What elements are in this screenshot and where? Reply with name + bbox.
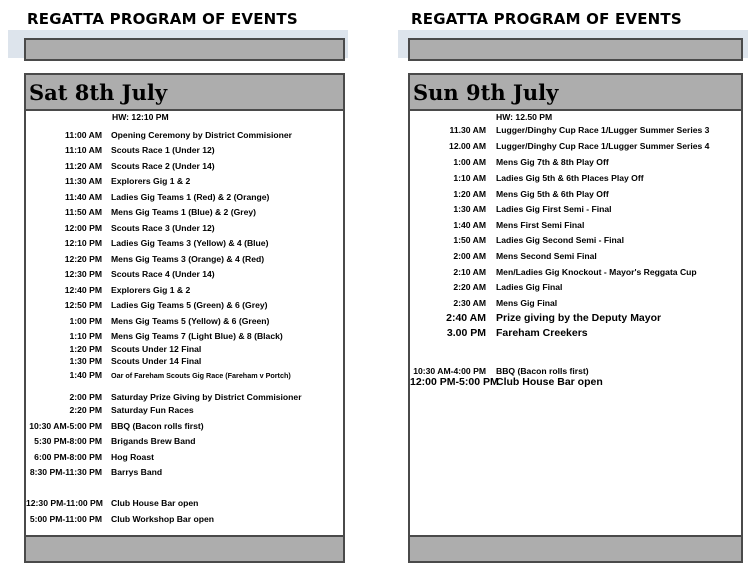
event-time: 1:10 AM bbox=[453, 173, 486, 183]
event-name: Ladies Gig First Semi - Final bbox=[496, 204, 612, 214]
event-row bbox=[26, 467, 343, 479]
event-time: 2:00 AM bbox=[453, 251, 486, 261]
event-row bbox=[410, 157, 741, 169]
event-time: 11:20 AM bbox=[65, 161, 102, 171]
event-name: Scouts Race 2 (Under 14) bbox=[111, 161, 215, 171]
event-time: 11:10 AM bbox=[65, 145, 102, 155]
event-row bbox=[26, 344, 343, 356]
event-name: Club House Bar open bbox=[496, 376, 603, 388]
event-name: Ladies Gig Final bbox=[496, 282, 563, 292]
event-time: 1:10 PM bbox=[69, 331, 102, 341]
sun-footer-bar bbox=[408, 535, 743, 563]
event-row bbox=[26, 316, 343, 328]
event-time: 12:10 PM bbox=[64, 238, 102, 248]
event-row bbox=[26, 223, 343, 235]
event-time: 2:10 AM bbox=[453, 267, 486, 277]
event-row bbox=[410, 377, 741, 389]
event-name: Lugger/Dinghy Cup Race 1/Lugger Summer Series 3 bbox=[496, 125, 710, 135]
event-name: Hog Roast bbox=[111, 452, 154, 462]
event-time: 2:20 AM bbox=[453, 282, 486, 292]
event-time: 10:30 AM-5:00 PM bbox=[29, 421, 102, 431]
event-time: 1:40 AM bbox=[453, 220, 486, 230]
event-time: 8:30 PM-11:30 PM bbox=[29, 467, 102, 477]
event-name: Brigands Brew Band bbox=[111, 436, 196, 446]
right-program-header: REGATTA PROGRAM OF EVENTS bbox=[411, 10, 682, 28]
event-time: 5:00 PM-11:00 PM bbox=[29, 514, 102, 524]
event-name: Saturday Prize Giving by District Commisioner bbox=[111, 392, 302, 402]
event-name: Opening Ceremony by District Commisioner bbox=[111, 130, 292, 140]
sat-high-water: HW: 12:10 PM bbox=[112, 112, 169, 122]
event-time: 2:30 AM bbox=[453, 298, 486, 308]
event-row bbox=[26, 176, 343, 188]
event-time: 12:30 PM bbox=[64, 269, 102, 279]
event-row bbox=[26, 192, 343, 204]
event-name: Oar of Fareham Scouts Gig Race (Fareham v Portch) bbox=[111, 371, 291, 380]
event-time: 6:00 PM-8:00 PM bbox=[34, 452, 102, 462]
event-time: 1:40 PM bbox=[69, 370, 102, 380]
event-name: Ladies Gig Teams 1 (Red) & 2 (Orange) bbox=[111, 192, 270, 202]
sun-day-title: Sun 9th July bbox=[413, 80, 559, 105]
event-row bbox=[26, 370, 343, 382]
event-time: 1:50 AM bbox=[453, 235, 486, 245]
event-time: 1:20 PM bbox=[69, 344, 102, 354]
event-name: Mens Gig Final bbox=[496, 298, 558, 308]
event-name: Barrys Band bbox=[111, 467, 163, 477]
event-row bbox=[26, 421, 343, 433]
event-time: 1:30 PM bbox=[69, 356, 102, 366]
sun-schedule-panel bbox=[408, 73, 743, 563]
right-top-gray-bar bbox=[408, 38, 743, 61]
event-time: 12.00 AM bbox=[449, 141, 486, 151]
event-name: Mens Gig Teams 3 (Orange) & 4 (Red) bbox=[111, 254, 265, 264]
event-name: Explorers Gig 1 & 2 bbox=[111, 285, 191, 295]
event-time: 2:00 PM bbox=[69, 392, 102, 402]
event-name: Mens Second Semi Final bbox=[496, 251, 597, 261]
event-time: 11:00 AM bbox=[65, 130, 102, 140]
event-name: Ladies Gig Second Semi - Final bbox=[496, 235, 624, 245]
event-row bbox=[26, 331, 343, 343]
event-time: 5:30 PM-8:00 PM bbox=[34, 436, 102, 446]
event-row bbox=[26, 498, 343, 510]
event-row bbox=[410, 267, 741, 279]
event-name: Club Workshop Bar open bbox=[111, 514, 214, 524]
event-row bbox=[26, 452, 343, 464]
event-name: Mens Gig 7th & 8th Play Off bbox=[496, 157, 609, 167]
event-name: Lugger/Dinghy Cup Race 1/Lugger Summer Series 4 bbox=[496, 141, 710, 151]
event-time: 12:00 PM-5:00 PM bbox=[410, 376, 499, 388]
event-time: 1:00 AM bbox=[453, 157, 486, 167]
event-row bbox=[26, 436, 343, 448]
event-row bbox=[26, 356, 343, 368]
event-name: Mens Gig Teams 1 (Blue) & 2 (Grey) bbox=[111, 207, 257, 217]
event-row bbox=[410, 141, 741, 153]
sat-footer-bar bbox=[24, 535, 345, 563]
event-time: 1:20 AM bbox=[453, 189, 486, 199]
event-time: 1:00 PM bbox=[69, 316, 102, 326]
event-name: Scouts Race 1 (Under 12) bbox=[111, 145, 215, 155]
left-top-gray-bar bbox=[24, 38, 345, 61]
event-name: Scouts Under 14 Final bbox=[111, 356, 202, 366]
event-time: 1:30 AM bbox=[453, 204, 486, 214]
sat-day-header bbox=[26, 75, 343, 111]
sun-high-water: HW: 12.50 PM bbox=[496, 112, 553, 122]
event-row bbox=[26, 254, 343, 266]
event-time: 12:50 PM bbox=[64, 300, 102, 310]
event-row bbox=[410, 173, 741, 185]
event-row bbox=[410, 189, 741, 201]
event-name: Ladies Gig 5th & 6th Places Play Off bbox=[496, 173, 644, 183]
event-name: Mens Gig 5th & 6th Play Off bbox=[496, 189, 609, 199]
sat-day-title: Sat 8th July bbox=[29, 80, 168, 105]
event-row bbox=[26, 238, 343, 250]
event-name: Mens Gig Teams 7 (Light Blue) & 8 (Black) bbox=[111, 331, 283, 341]
event-row bbox=[26, 514, 343, 526]
left-program-header: REGATTA PROGRAM OF EVENTS bbox=[27, 10, 298, 28]
event-name: Ladies Gig Teams 3 (Yellow) & 4 (Blue) bbox=[111, 238, 269, 248]
event-name: BBQ (Bacon rolls first) bbox=[111, 421, 204, 431]
event-row bbox=[410, 298, 741, 310]
event-row bbox=[410, 220, 741, 232]
event-time: 12:20 PM bbox=[64, 254, 102, 264]
event-row bbox=[26, 130, 343, 142]
event-name: BBQ (Bacon rolls first) bbox=[496, 366, 589, 376]
event-row bbox=[26, 300, 343, 312]
event-name: Men/Ladies Gig Knockout - Mayor's Reggata Cup bbox=[496, 267, 697, 277]
event-row bbox=[410, 204, 741, 216]
event-row bbox=[26, 392, 343, 404]
event-name: Prize giving by the Deputy Mayor bbox=[496, 312, 662, 324]
event-row bbox=[26, 285, 343, 297]
event-row bbox=[26, 405, 343, 417]
event-time: 3.00 PM bbox=[446, 327, 486, 339]
event-time: 2:40 AM bbox=[446, 312, 486, 324]
event-name: Scouts Under 12 Final bbox=[111, 344, 202, 354]
event-name: Explorers Gig 1 & 2 bbox=[111, 176, 191, 186]
event-row bbox=[410, 235, 741, 247]
event-time: 12:00 PM bbox=[64, 223, 102, 233]
event-name: Club House Bar open bbox=[111, 498, 199, 508]
event-time: 12:40 PM bbox=[64, 285, 102, 295]
event-name: Saturday Fun Races bbox=[111, 405, 194, 415]
event-row bbox=[26, 161, 343, 173]
event-row bbox=[26, 207, 343, 219]
event-row bbox=[410, 282, 741, 294]
event-row bbox=[410, 328, 741, 340]
event-row bbox=[410, 251, 741, 263]
event-name: Ladies Gig Teams 5 (Green) & 6 (Grey) bbox=[111, 300, 268, 310]
sun-day-header bbox=[410, 75, 741, 111]
event-time: 11:50 AM bbox=[65, 207, 102, 217]
event-name: Scouts Race 3 (Under 12) bbox=[111, 223, 215, 233]
event-time: 11.30 AM bbox=[449, 125, 486, 135]
event-time: 11:40 AM bbox=[65, 192, 102, 202]
event-name: Scouts Race 4 (Under 14) bbox=[111, 269, 215, 279]
event-time: 11:30 AM bbox=[65, 176, 102, 186]
sat-schedule-panel bbox=[24, 73, 345, 563]
event-row bbox=[410, 125, 741, 137]
event-time: 12:30 PM-11:00 PM bbox=[26, 498, 103, 508]
event-row bbox=[410, 313, 741, 325]
event-name: Mens First Semi Final bbox=[496, 220, 585, 230]
event-name: Fareham Creekers bbox=[496, 327, 588, 339]
event-time: 2:20 PM bbox=[69, 405, 102, 415]
event-name: Mens Gig Teams 5 (Yellow) & 6 (Green) bbox=[111, 316, 270, 326]
event-time: 10:30 AM-4:00 PM bbox=[413, 366, 486, 376]
event-row bbox=[26, 145, 343, 157]
event-row bbox=[26, 269, 343, 281]
